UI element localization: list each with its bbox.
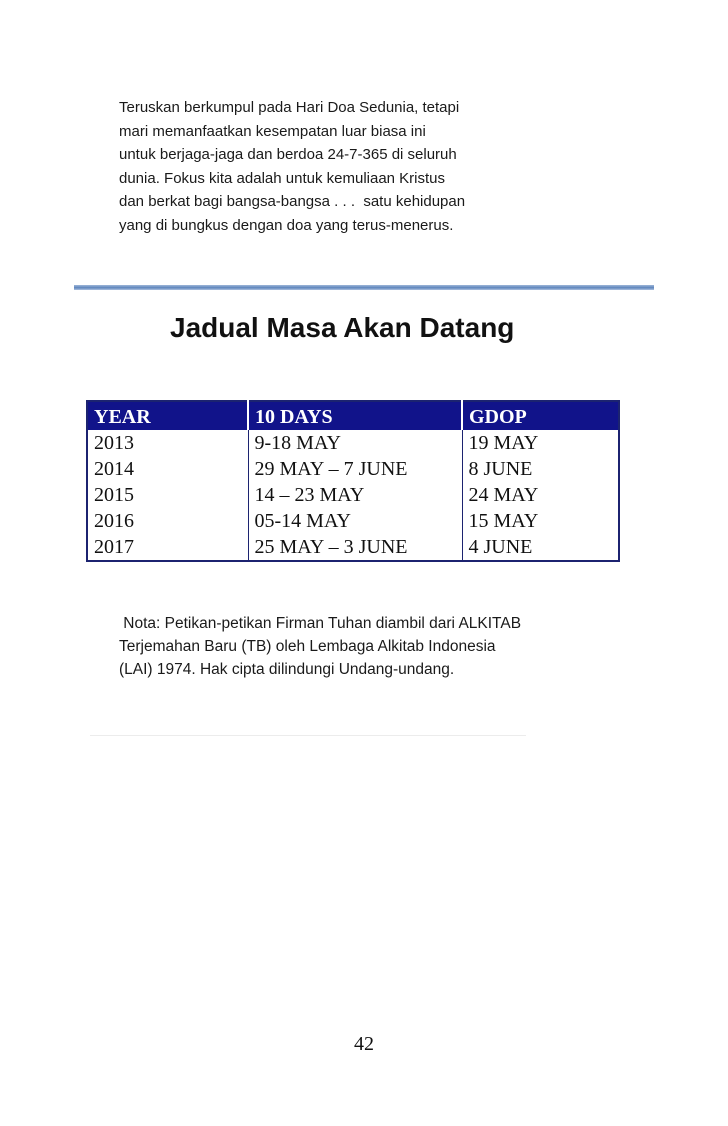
table-header-row — [87, 401, 619, 430]
table-row — [87, 534, 619, 561]
intro-line: yang di bungkus dengan doa yang terus-menerus. — [119, 216, 454, 234]
cell-year: 2016 — [94, 510, 134, 532]
cell-year: 2015 — [94, 484, 134, 506]
table-row — [87, 430, 619, 456]
cell-gdop: 24 MAY — [462, 482, 619, 508]
note-line: (LAI) 1974. Hak cipta dilindungi Undang-undang. — [119, 661, 455, 678]
cell-year: 2017 — [94, 536, 134, 558]
cell-gdop: 4 JUNE — [462, 534, 619, 561]
section-divider — [74, 285, 654, 290]
cell-gdop: 15 MAY — [462, 508, 619, 534]
intro-line: untuk berjaga-jaga dan berdoa 24-7-365 di seluruh — [119, 146, 457, 164]
table-row — [87, 508, 619, 534]
table-row — [87, 482, 619, 508]
intro-line: dan berkat bagi bangsa-bangsa . . . satu kehidupan — [119, 193, 466, 211]
faint-rule — [90, 735, 526, 736]
column-header-gdop: GDOP — [462, 401, 619, 430]
note-line: Terjemahan Baru (TB) oleh Lembaga Alkitab Indonesia — [119, 638, 496, 655]
cell-year: 2014 — [94, 458, 134, 480]
schedule-heading: Jadual Masa Akan Datang — [170, 312, 515, 343]
intro-line: Teruskan berkumpul pada Hari Doa Sedunia, tetapi — [119, 99, 460, 116]
copyright-note — [119, 612, 619, 681]
table-row — [87, 456, 619, 482]
page-number: 42 — [354, 1033, 374, 1055]
cell-year: 2013 — [94, 432, 134, 454]
cell-gdop: 8 JUNE — [462, 456, 619, 482]
cell-10-days: 25 MAY – 3 JUNE — [248, 534, 462, 561]
schedule-table — [86, 400, 620, 562]
cell-gdop: 19 MAY — [462, 430, 619, 456]
cell-10-days: 9-18 MAY — [248, 430, 462, 456]
cell-10-days: 29 MAY – 7 JUNE — [248, 456, 462, 482]
intro-line: mari memanfaatkan kesempatan luar biasa ini — [119, 122, 426, 140]
cell-10-days: 05-14 MAY — [248, 508, 462, 534]
column-header-10-days: 10 DAYS — [248, 401, 462, 430]
note-line: Nota: Petikan-petikan Firman Tuhan diambil dari ALKITAB — [119, 615, 522, 632]
intro-line: dunia. Fokus kita adalah untuk kemuliaan Kristus — [119, 169, 446, 187]
column-header-year: YEAR — [87, 401, 248, 430]
intro-paragraph — [119, 96, 579, 238]
cell-10-days: 14 – 23 MAY — [248, 482, 462, 508]
